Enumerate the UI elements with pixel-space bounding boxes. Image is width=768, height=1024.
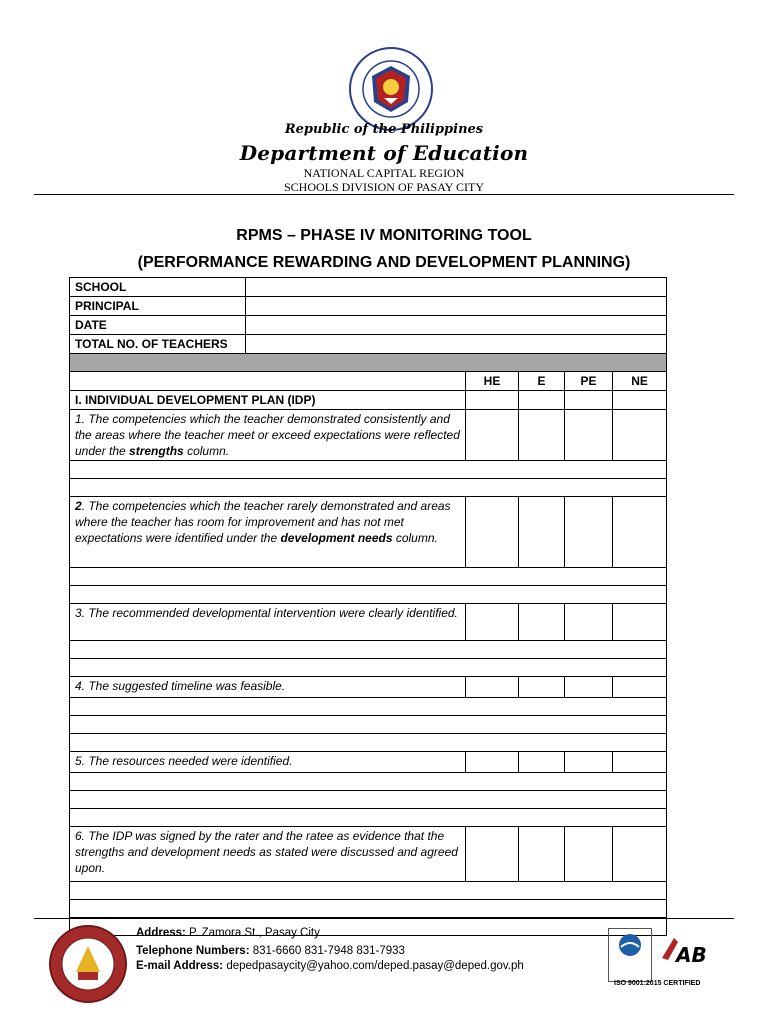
remarks-field[interactable] bbox=[70, 698, 667, 716]
info-value-field[interactable] bbox=[246, 278, 667, 297]
rating-checkbox-cell[interactable] bbox=[466, 677, 519, 698]
rating-checkbox-cell[interactable] bbox=[466, 410, 519, 461]
rating-checkbox-cell[interactable] bbox=[519, 410, 565, 461]
remarks-field[interactable] bbox=[70, 791, 667, 809]
remarks-row bbox=[70, 479, 667, 497]
monitoring-table bbox=[69, 277, 667, 936]
criterion-number: 5. bbox=[75, 754, 86, 768]
tool-title: RPMS – PHASE IV MONITORING TOOL bbox=[236, 227, 532, 244]
remarks-row bbox=[70, 809, 667, 827]
rating-checkbox-cell[interactable] bbox=[565, 604, 613, 641]
criterion-row bbox=[70, 677, 667, 698]
criterion-number: 2 bbox=[75, 499, 82, 513]
rating-checkbox-cell[interactable] bbox=[613, 604, 667, 641]
remarks-row bbox=[70, 641, 667, 659]
aja-certification-logo bbox=[608, 928, 652, 982]
info-row bbox=[70, 335, 667, 354]
criterion-part: The resources needed were identified. bbox=[85, 754, 293, 768]
rating-column-header: E bbox=[519, 372, 565, 391]
info-row bbox=[70, 278, 667, 297]
remarks-field[interactable] bbox=[70, 734, 667, 752]
remarks-row bbox=[70, 659, 667, 677]
criterion-number: 4. bbox=[75, 679, 86, 693]
criterion-text bbox=[70, 497, 466, 568]
rating-checkbox-cell[interactable] bbox=[565, 827, 613, 882]
remarks-field[interactable] bbox=[70, 461, 667, 479]
section-cell bbox=[565, 391, 613, 410]
rating-checkbox-cell[interactable] bbox=[613, 752, 667, 773]
header-divider bbox=[34, 194, 734, 195]
rating-checkbox-cell[interactable] bbox=[466, 752, 519, 773]
telephone-line: Telephone Numbers: 831-6660 831-7948 831-7933 bbox=[136, 945, 405, 957]
remarks-field[interactable] bbox=[70, 568, 667, 586]
header-spacer bbox=[70, 372, 466, 391]
section-cell bbox=[613, 391, 667, 410]
info-row bbox=[70, 316, 667, 335]
info-value-field[interactable] bbox=[246, 335, 667, 354]
criterion-row bbox=[70, 497, 667, 568]
remarks-field[interactable] bbox=[70, 773, 667, 791]
section-cell bbox=[519, 391, 565, 410]
rating-checkbox-cell[interactable] bbox=[565, 497, 613, 568]
section-title: I. INDIVIDUAL DEVELOPMENT PLAN (IDP) bbox=[70, 391, 466, 410]
criterion-emphasis: development needs bbox=[280, 531, 393, 545]
info-value-field[interactable] bbox=[246, 297, 667, 316]
rating-checkbox-cell[interactable] bbox=[613, 827, 667, 882]
svg-text:AB: AB bbox=[676, 943, 707, 967]
criterion-part: The competencies which the teacher demonstrated consistently and the areas where the teacher meet or exceed expectations were reflected under the bbox=[75, 412, 460, 458]
section-cell bbox=[466, 391, 519, 410]
remarks-row bbox=[70, 791, 667, 809]
rating-checkbox-cell[interactable] bbox=[565, 677, 613, 698]
iso-certified-text: ISO 9001:2015 CERTIFIED bbox=[614, 980, 701, 987]
remarks-field[interactable] bbox=[70, 809, 667, 827]
info-label: PRINCIPAL bbox=[70, 297, 246, 316]
shaded-cell bbox=[70, 354, 667, 372]
criterion-row bbox=[70, 827, 667, 882]
deped-ncr-seal-logo bbox=[48, 924, 128, 1004]
shaded-band bbox=[70, 354, 667, 372]
footer-divider bbox=[34, 918, 734, 919]
criterion-text bbox=[70, 827, 466, 882]
info-label: TOTAL NO. OF TEACHERS bbox=[70, 335, 246, 354]
address-line: Address: P. Zamora St., Pasay City bbox=[136, 927, 320, 939]
rating-checkbox-cell[interactable] bbox=[565, 410, 613, 461]
republic-heading: Republic of the Philippines bbox=[284, 122, 484, 137]
remarks-row bbox=[70, 900, 667, 918]
remarks-field[interactable] bbox=[70, 900, 667, 918]
section-row bbox=[70, 391, 667, 410]
rating-checkbox-cell[interactable] bbox=[613, 497, 667, 568]
remarks-row bbox=[70, 568, 667, 586]
tool-subtitle: (PERFORMANCE REWARDING AND DEVELOPMENT PLANNING) bbox=[137, 254, 631, 271]
rating-checkbox-cell[interactable] bbox=[466, 604, 519, 641]
rating-checkbox-cell[interactable] bbox=[519, 752, 565, 773]
remarks-row bbox=[70, 461, 667, 479]
rating-column-header: PE bbox=[565, 372, 613, 391]
rating-checkbox-cell[interactable] bbox=[519, 497, 565, 568]
remarks-field[interactable] bbox=[70, 716, 667, 734]
criterion-number: 6. bbox=[75, 829, 86, 843]
criterion-text bbox=[70, 752, 466, 773]
criterion-text bbox=[70, 410, 466, 461]
region-heading: NATIONAL CAPITAL REGION bbox=[303, 166, 465, 180]
remarks-row bbox=[70, 734, 667, 752]
criterion-part: The recommended developmental intervention were clearly identified. bbox=[85, 606, 458, 620]
rating-checkbox-cell[interactable] bbox=[519, 827, 565, 882]
rating-checkbox-cell[interactable] bbox=[466, 827, 519, 882]
remarks-row bbox=[70, 586, 667, 604]
remarks-field[interactable] bbox=[70, 479, 667, 497]
remarks-field[interactable] bbox=[70, 641, 667, 659]
rating-column-header: NE bbox=[613, 372, 667, 391]
remarks-field[interactable] bbox=[70, 882, 667, 900]
criterion-emphasis: strengths bbox=[129, 444, 184, 458]
rating-checkbox-cell[interactable] bbox=[565, 752, 613, 773]
criterion-part: The suggested timeline was feasible. bbox=[85, 679, 286, 693]
rating-checkbox-cell[interactable] bbox=[519, 677, 565, 698]
rating-checkbox-cell[interactable] bbox=[613, 410, 667, 461]
remarks-row bbox=[70, 698, 667, 716]
criterion-row bbox=[70, 604, 667, 641]
criterion-part: . The competencies which the teacher rarely demonstrated and areas where the teacher has room for improvement and has not met expectations were identified under the bbox=[75, 499, 451, 545]
remarks-field[interactable] bbox=[70, 659, 667, 677]
criterion-row bbox=[70, 752, 667, 773]
criterion-text bbox=[70, 677, 466, 698]
criterion-part: column. bbox=[183, 444, 230, 458]
remarks-row bbox=[70, 773, 667, 791]
rating-checkbox-cell[interactable] bbox=[466, 497, 519, 568]
department-heading: Department of Education bbox=[239, 141, 529, 165]
rating-column-header: HE bbox=[466, 372, 519, 391]
info-label: DATE bbox=[70, 316, 246, 335]
rating-checkbox-cell[interactable] bbox=[613, 677, 667, 698]
criterion-number: 1. bbox=[75, 412, 86, 426]
rating-header-row bbox=[70, 372, 667, 391]
remarks-row bbox=[70, 882, 667, 900]
criterion-row bbox=[70, 410, 667, 461]
info-value-field[interactable] bbox=[246, 316, 667, 335]
info-row bbox=[70, 297, 667, 316]
ukas-accreditation-logo bbox=[656, 928, 716, 980]
division-heading: SCHOOLS DIVISION OF PASAY CITY bbox=[283, 180, 485, 194]
rating-checkbox-cell[interactable] bbox=[519, 604, 565, 641]
criterion-number: 3. bbox=[75, 606, 86, 620]
criterion-text bbox=[70, 604, 466, 641]
remarks-row bbox=[70, 716, 667, 734]
criterion-part: The IDP was signed by the rater and the ratee as evidence that the strengths and development needs as stated were discussed and agreed upon. bbox=[75, 829, 458, 875]
deped-seal-logo bbox=[348, 46, 434, 132]
email-line: E-mail Address: depedpasaycity@yahoo.com/deped.pasay@deped.gov.ph bbox=[136, 960, 524, 972]
remarks-field[interactable] bbox=[70, 586, 667, 604]
criterion-part: column. bbox=[392, 531, 438, 545]
info-label: SCHOOL bbox=[70, 278, 246, 297]
